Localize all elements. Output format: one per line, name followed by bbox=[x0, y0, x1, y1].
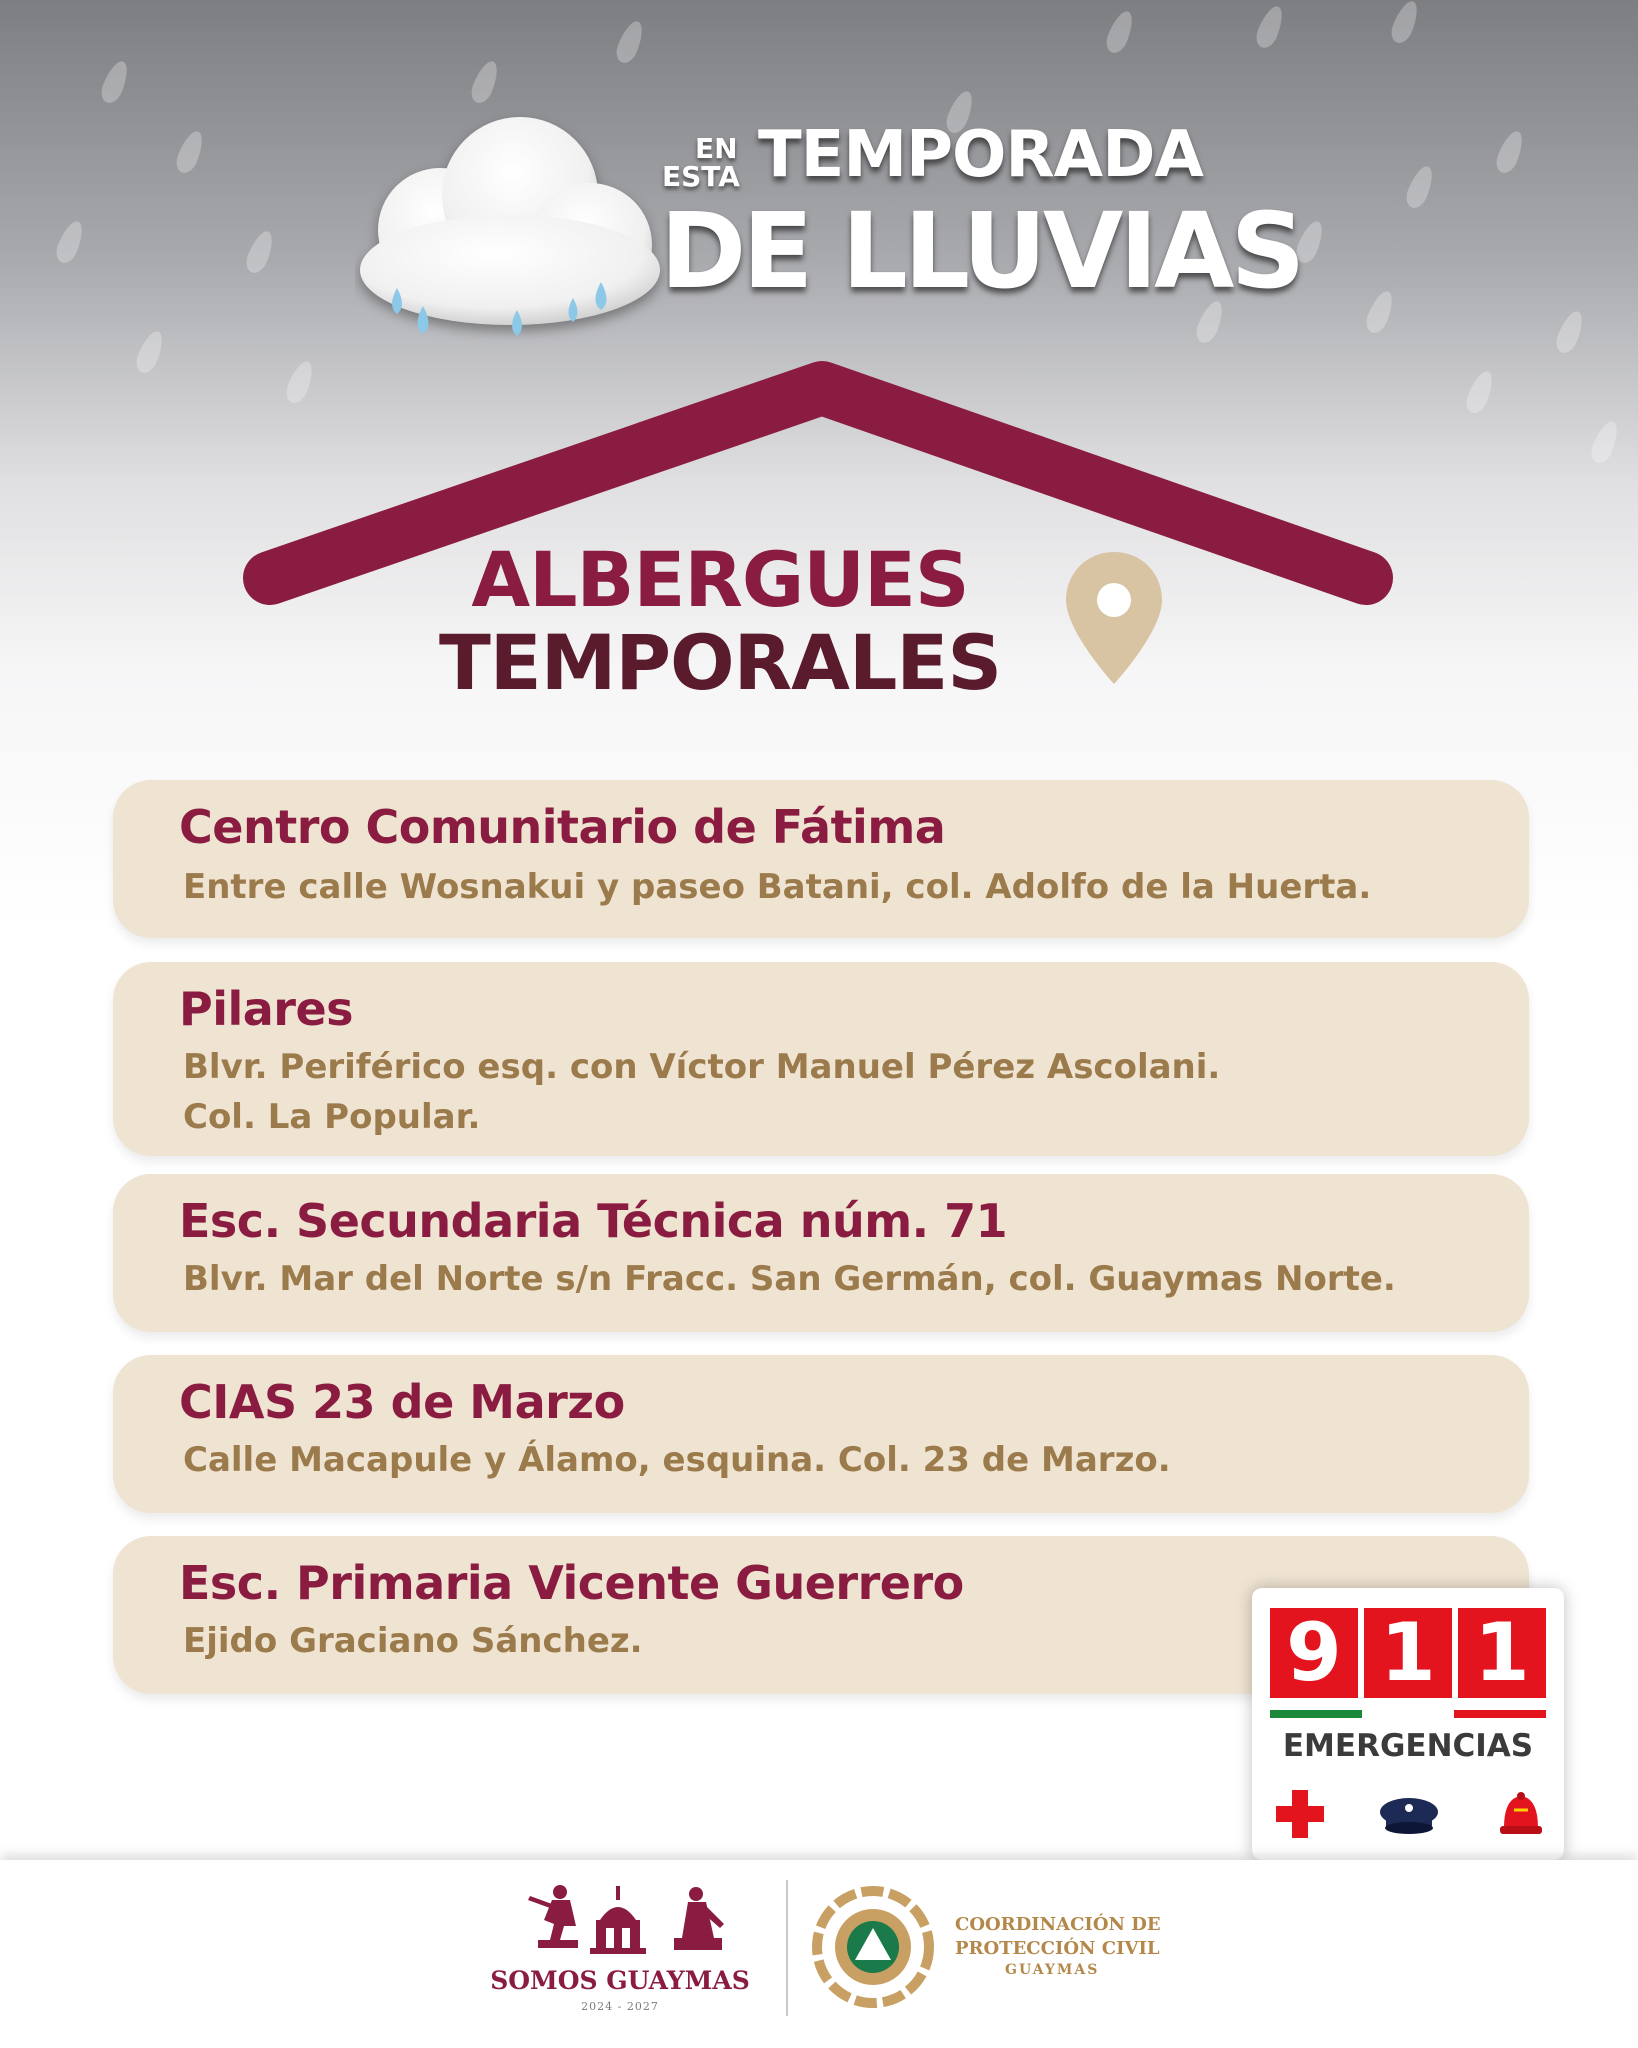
header-small-bottom: ESTA bbox=[662, 160, 740, 193]
shelter-card-fatima bbox=[113, 780, 1529, 938]
shelter-card-pilares bbox=[113, 962, 1529, 1156]
title-line1: ALBERGUES bbox=[471, 535, 969, 624]
shelter-name: Centro Comunitario de Fátima bbox=[179, 800, 946, 854]
shelter-address: Calle Macapule y Álamo, esquina. Col. 23 de Marzo. bbox=[183, 1440, 1171, 1480]
shelter-address-line1: Blvr. Periférico esq. con Víctor Manuel Pérez Ascolani. bbox=[183, 1047, 1221, 1087]
emergency-911-badge bbox=[1252, 1588, 1564, 1860]
emergency-label: EMERGENCIAS bbox=[1282, 1728, 1534, 1764]
header-line2: DE LLUVIAS bbox=[660, 190, 1302, 312]
shelter-address-line2: Col. La Popular. bbox=[183, 1097, 481, 1137]
term-years: 2024 - 2027 bbox=[581, 2000, 659, 2013]
shelter-address: Ejido Graciano Sánchez. bbox=[183, 1621, 643, 1661]
header-small-top: EN bbox=[695, 132, 738, 165]
shelter-name: Esc. Primaria Vicente Guerrero bbox=[179, 1556, 964, 1610]
digit-9: 9 bbox=[1270, 1608, 1358, 1698]
shelter-card-secundaria bbox=[113, 1174, 1529, 1332]
pc-line3: GUAYMAS bbox=[1005, 1962, 1100, 1978]
digit-1b: 1 bbox=[1458, 1608, 1546, 1698]
shelter-card-cias bbox=[113, 1355, 1529, 1513]
somos-guaymas-logo-icon bbox=[520, 1880, 740, 1964]
shelter-address: Blvr. Mar del Norte s/n Fracc. San Germán, col. Guaymas Norte. bbox=[183, 1259, 1396, 1299]
red-cross-icon bbox=[1274, 1788, 1326, 1840]
digit-1a: 1 bbox=[1364, 1608, 1452, 1698]
somos-guaymas-text: SOMOS GUAYMAS bbox=[490, 1966, 750, 1995]
proteccion-civil-logo-icon bbox=[812, 1886, 934, 2008]
header-line1: TEMPORADA bbox=[758, 118, 1203, 192]
shelter-name: Pilares bbox=[179, 982, 354, 1036]
pc-line1: COORDINACIÓN DE bbox=[955, 1914, 1161, 1935]
pc-line2: PROTECCIÓN CIVIL bbox=[955, 1938, 1160, 1959]
title-line2: TEMPORALES bbox=[438, 618, 1002, 707]
shelter-name: CIAS 23 de Marzo bbox=[179, 1375, 625, 1429]
footer bbox=[0, 1860, 1638, 2048]
firefighter-helmet-icon bbox=[1498, 1788, 1544, 1838]
police-cap-icon bbox=[1378, 1794, 1440, 1836]
flag-stripes bbox=[1270, 1710, 1546, 1718]
shelter-address: Entre calle Wosnakui y paseo Batani, col. Adolfo de la Huerta. bbox=[183, 867, 1372, 907]
shelter-name: Esc. Secundaria Técnica núm. 71 bbox=[179, 1194, 1008, 1248]
location-pin-icon bbox=[1062, 548, 1166, 688]
footer-divider bbox=[786, 1880, 788, 2016]
